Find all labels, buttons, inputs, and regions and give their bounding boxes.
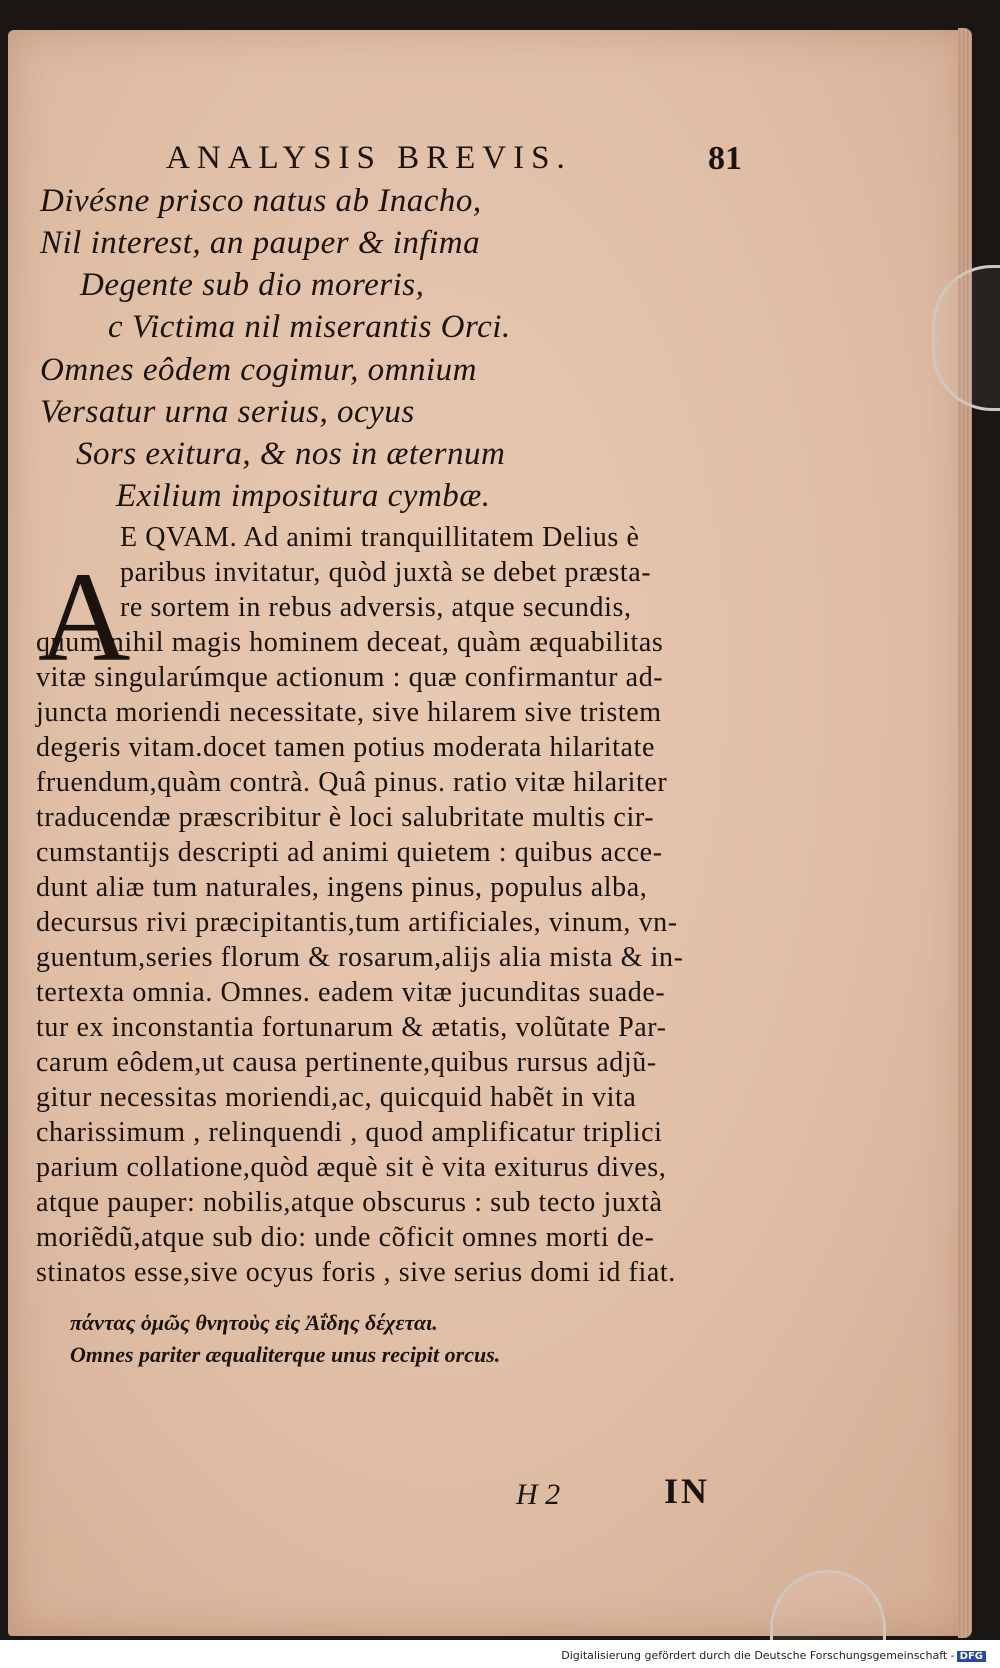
signature-mark: H 2 (516, 1478, 561, 1511)
commentary-line: carum eôdem,ut causa pertinente,quibus rursus adjũ- (36, 1047, 657, 1078)
digitization-credit (561, 1649, 986, 1662)
commentary-line: cumstantijs descripti ad animi quietem : quibus acce- (36, 837, 663, 868)
verse-line: Divésne prisco natus ab Inacho, (40, 183, 482, 219)
commentary-line: parium collatione,quòd æquè sit è vita exiturus dives, (36, 1152, 667, 1183)
commentary-line: tertexta omnia. Omnes. eadem vitæ jucunditas suade- (36, 977, 666, 1008)
commentary-line: gitur necessitas moriendi,ac, quicquid habẽt in vita (36, 1082, 637, 1113)
commentary-line: re sortem in rebus adversis, atque secundis, (120, 592, 632, 623)
verse-line: Exilium impositura cymbæ. (116, 478, 491, 514)
commentary-line: degeris vitam.docet tamen potius moderata hilaritate (36, 732, 655, 763)
commentary-line: dunt aliæ tum naturales, ingens pinus, populus alba, (36, 872, 648, 903)
verse-line: Omnes eôdem cogimur, omnium (40, 352, 477, 388)
verse-line: c Victima nil miserantis Orci. (108, 309, 511, 345)
verse-line: Sors exitura, & nos in æternum (76, 436, 506, 472)
commentary-line: juncta moriendi necessitate, sive hilarem sive tristem (36, 697, 662, 728)
greek-quotation: πάντας ὁμῶς θνητοὺς εἰς Ἀΐδης δέχεται. (70, 1310, 438, 1335)
dfg-logo: DFG (957, 1651, 986, 1662)
latin-quotation: Omnes pariter æqualiterque unus recipit orcus. (70, 1342, 501, 1367)
credit-text: Digitalisierung gefördert durch die Deutsche Forschungsgemeinschaft - (561, 1649, 955, 1662)
running-header: ANALYSIS BREVIS. (166, 140, 572, 176)
catchword: IN (664, 1471, 711, 1511)
verse-line: Degente sub dio moreris, (80, 267, 425, 303)
verse-line: Nil interest, an pauper & infima (40, 225, 481, 261)
page-number: 81 (708, 140, 742, 177)
commentary-line: E QVAM. Ad animi tranquillitatem Delius è (120, 522, 640, 553)
commentary-line: charissimum , relinquendi , quod amplificatur triplici (36, 1117, 663, 1148)
commentary-line: paribus invitatur, quòd juxtà se debet præsta- (120, 557, 652, 588)
commentary-line: moriẽdũ,atque sub dio: unde cõficit omnes morti de- (36, 1222, 655, 1253)
commentary-line: atque pauper: nobilis,atque obscurus : sub tecto juxtà (36, 1187, 663, 1218)
drop-cap: A (38, 546, 131, 688)
commentary-line: quum nihil magis hominem deceat, quàm æquabilitas (36, 627, 664, 658)
commentary-line: stinatos esse,sive ocyus foris , sive serius domi id fiat. (36, 1257, 676, 1288)
commentary-line: tur ex inconstantia fortunarum & ætatis, volũtate Par- (36, 1012, 667, 1043)
commentary-line: decursus rivi præcipitantis,tum artificiales, vinum, vn- (36, 907, 678, 938)
commentary-line: vitæ singularúmque actionum : quæ confirmantur ad- (36, 662, 664, 693)
commentary-line: fruendum,quàm contrà. Quâ pinus. ratio vitæ hilariter (36, 767, 668, 798)
verse-line: Versatur urna serius, ocyus (40, 394, 415, 430)
commentary-line: traducendæ præscribitur è loci salubritate multis cir- (36, 802, 655, 833)
commentary-line: guentum,series florum & rosarum,alijs alia mista & in- (36, 942, 684, 973)
